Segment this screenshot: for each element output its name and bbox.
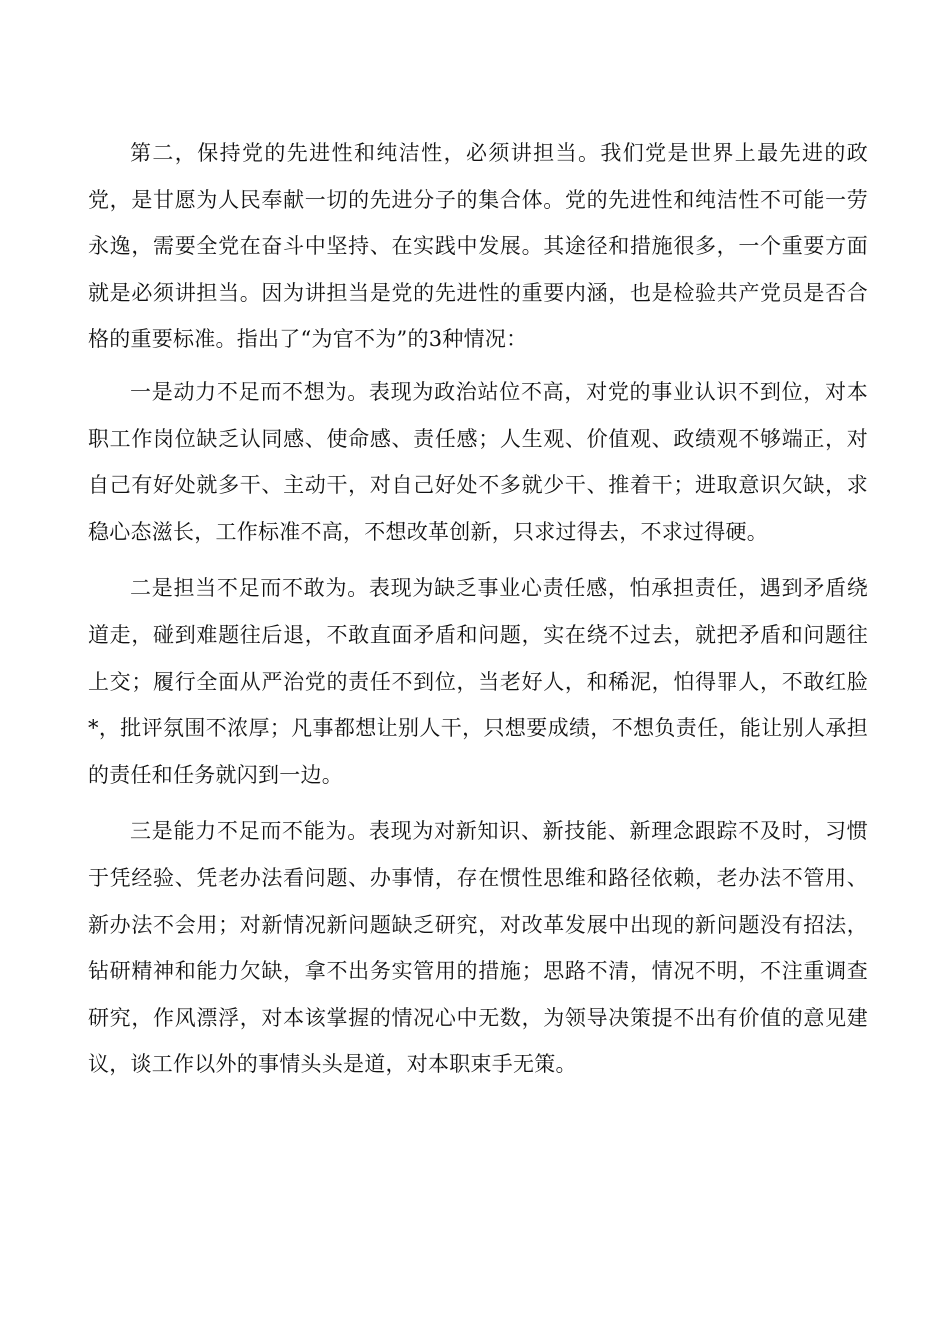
document-body bbox=[88, 130, 868, 1098]
paragraph-point-two: 二是担当不足而不敢为。表现为缺乏事业心责任感，怕承担责任，遇到矛盾绕道走，碰到难题往后退，不敢直面矛盾和问题，实在绕不过去，就把矛盾和问题往上交；履行全面从严治党的责任不到位，当老好人，和稀泥，怕得罪人，不敢红脸*，批评氛围不浓厚；凡事都想让别人干，只想要成绩，不想负责任，能让别人承担的责任和任务就闪到一边。 bbox=[88, 576, 868, 787]
paragraph-point-three: 三是能力不足而不能为。表现为对新知识、新技能、新理念跟踪不及时，习惯于凭经验、凭老办法看问题、办事情，存在惯性思维和路径依赖，老办法不管用、新办法不会用；对新情况新问题缺乏研究，对改革发展中出现的新问题没有招法，钻研精神和能力欠缺，拿不出务实管用的措施；思路不清，情况不明，不注重调查研究，作风漂浮，对本该掌握的情况心中无数，为领导决策提不出有价值的意见建议，谈工作以外的事情头头是道，对本职束手无策。 bbox=[88, 819, 868, 1077]
paragraph-point-one: 一是动力不足而不想为。表现为政治站位不高，对党的事业认识不到位，对本职工作岗位缺乏认同感、使命感、责任感；人生观、价值观、政绩观不够端正，对自己有好处就多干、主动干，对自己好处不多就少干、推着干；进取意识欠缺，求稳心态滋长，工作标准不高，不想改革创新，只求过得去，不求过得硬。 bbox=[88, 379, 868, 544]
paragraph-intro: 第二，保持党的先进性和纯洁性，必须讲担当。我们党是世界上最先进的政党，是甘愿为人民奉献一切的先进分子的集合体。党的先进性和纯洁性不可能一劳永逸，需要全党在奋斗中坚持、在实践中发展。其途径和措施很多，一个重要方面就是必须讲担当。因为讲担当是党的先进性的重要内涵，也是检验共产党员是否合格的重要标准。指出了“为官不为”的3种情况： bbox=[88, 141, 868, 352]
